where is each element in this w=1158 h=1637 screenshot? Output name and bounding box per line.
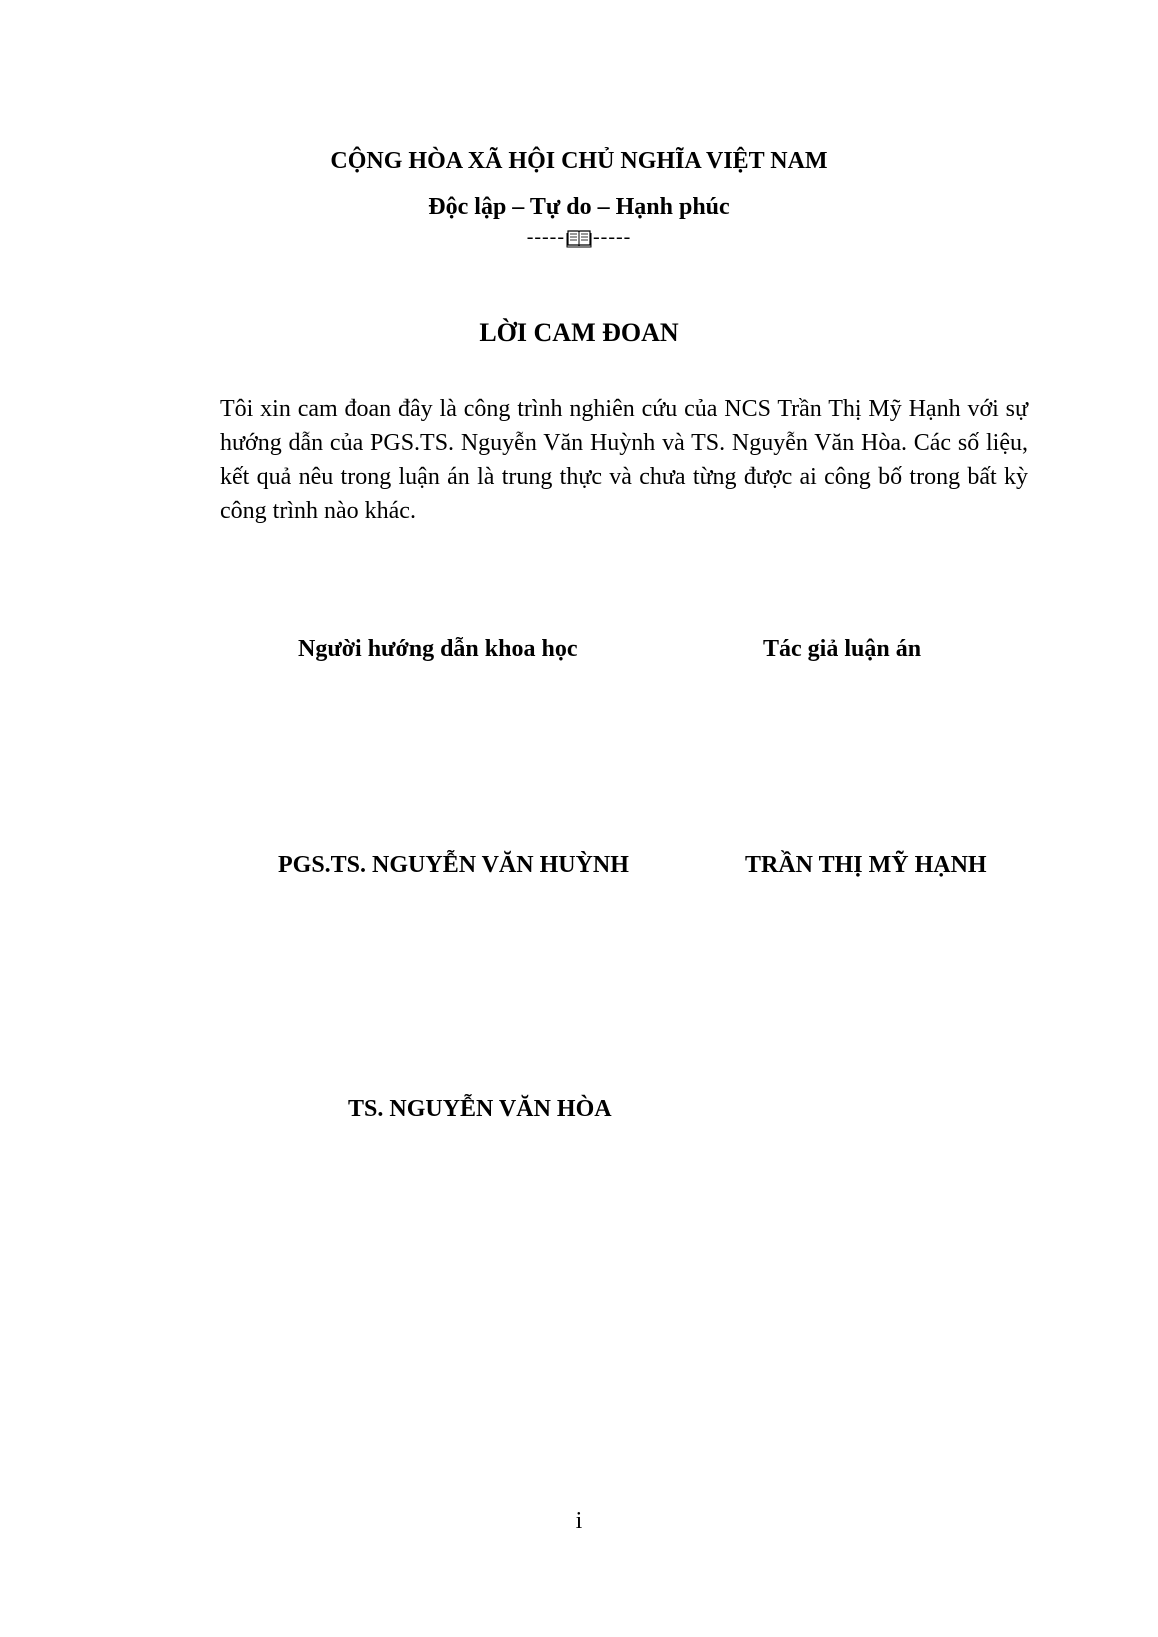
document-title: LỜI CAM ĐOAN	[479, 318, 679, 347]
supervisor-1-name: PGS.TS. NGUYỄN VĂN HUỲNH	[278, 852, 629, 878]
supervisor-label: Người hướng dẫn khoa học	[298, 636, 578, 662]
page-number: i	[575, 1508, 583, 1534]
ornament-left-dashes: -----	[526, 226, 565, 248]
national-motto: Độc lập – Tự do – Hạnh phúc	[428, 194, 730, 220]
author-name: TRẦN THỊ MỸ HẠNH	[745, 852, 987, 878]
header-ornament	[0, 226, 1158, 249]
open-book-icon	[566, 228, 592, 248]
author-label: Tác giả luận án	[763, 636, 922, 662]
ornament-right-dashes: -----	[593, 226, 632, 248]
declaration-paragraph: Tôi xin cam đoan đây là công trình nghiên cứu của NCS Trần Thị Mỹ Hạnh với sự hướng dẫn của PGS.TS. Nguyễn Văn Huỳnh và TS. Nguyễn Văn Hòa. Các số liệu, kết quả nêu trong luận án là trung thực và chưa từng được ai công bố trong bất kỳ công trình nào khác.	[220, 396, 1028, 524]
national-title: CỘNG HÒA XÃ HỘI CHỦ NGHĨA VIỆT NAM	[330, 148, 828, 174]
supervisor-2-name: TS. NGUYỄN VĂN HÒA	[348, 1096, 612, 1122]
